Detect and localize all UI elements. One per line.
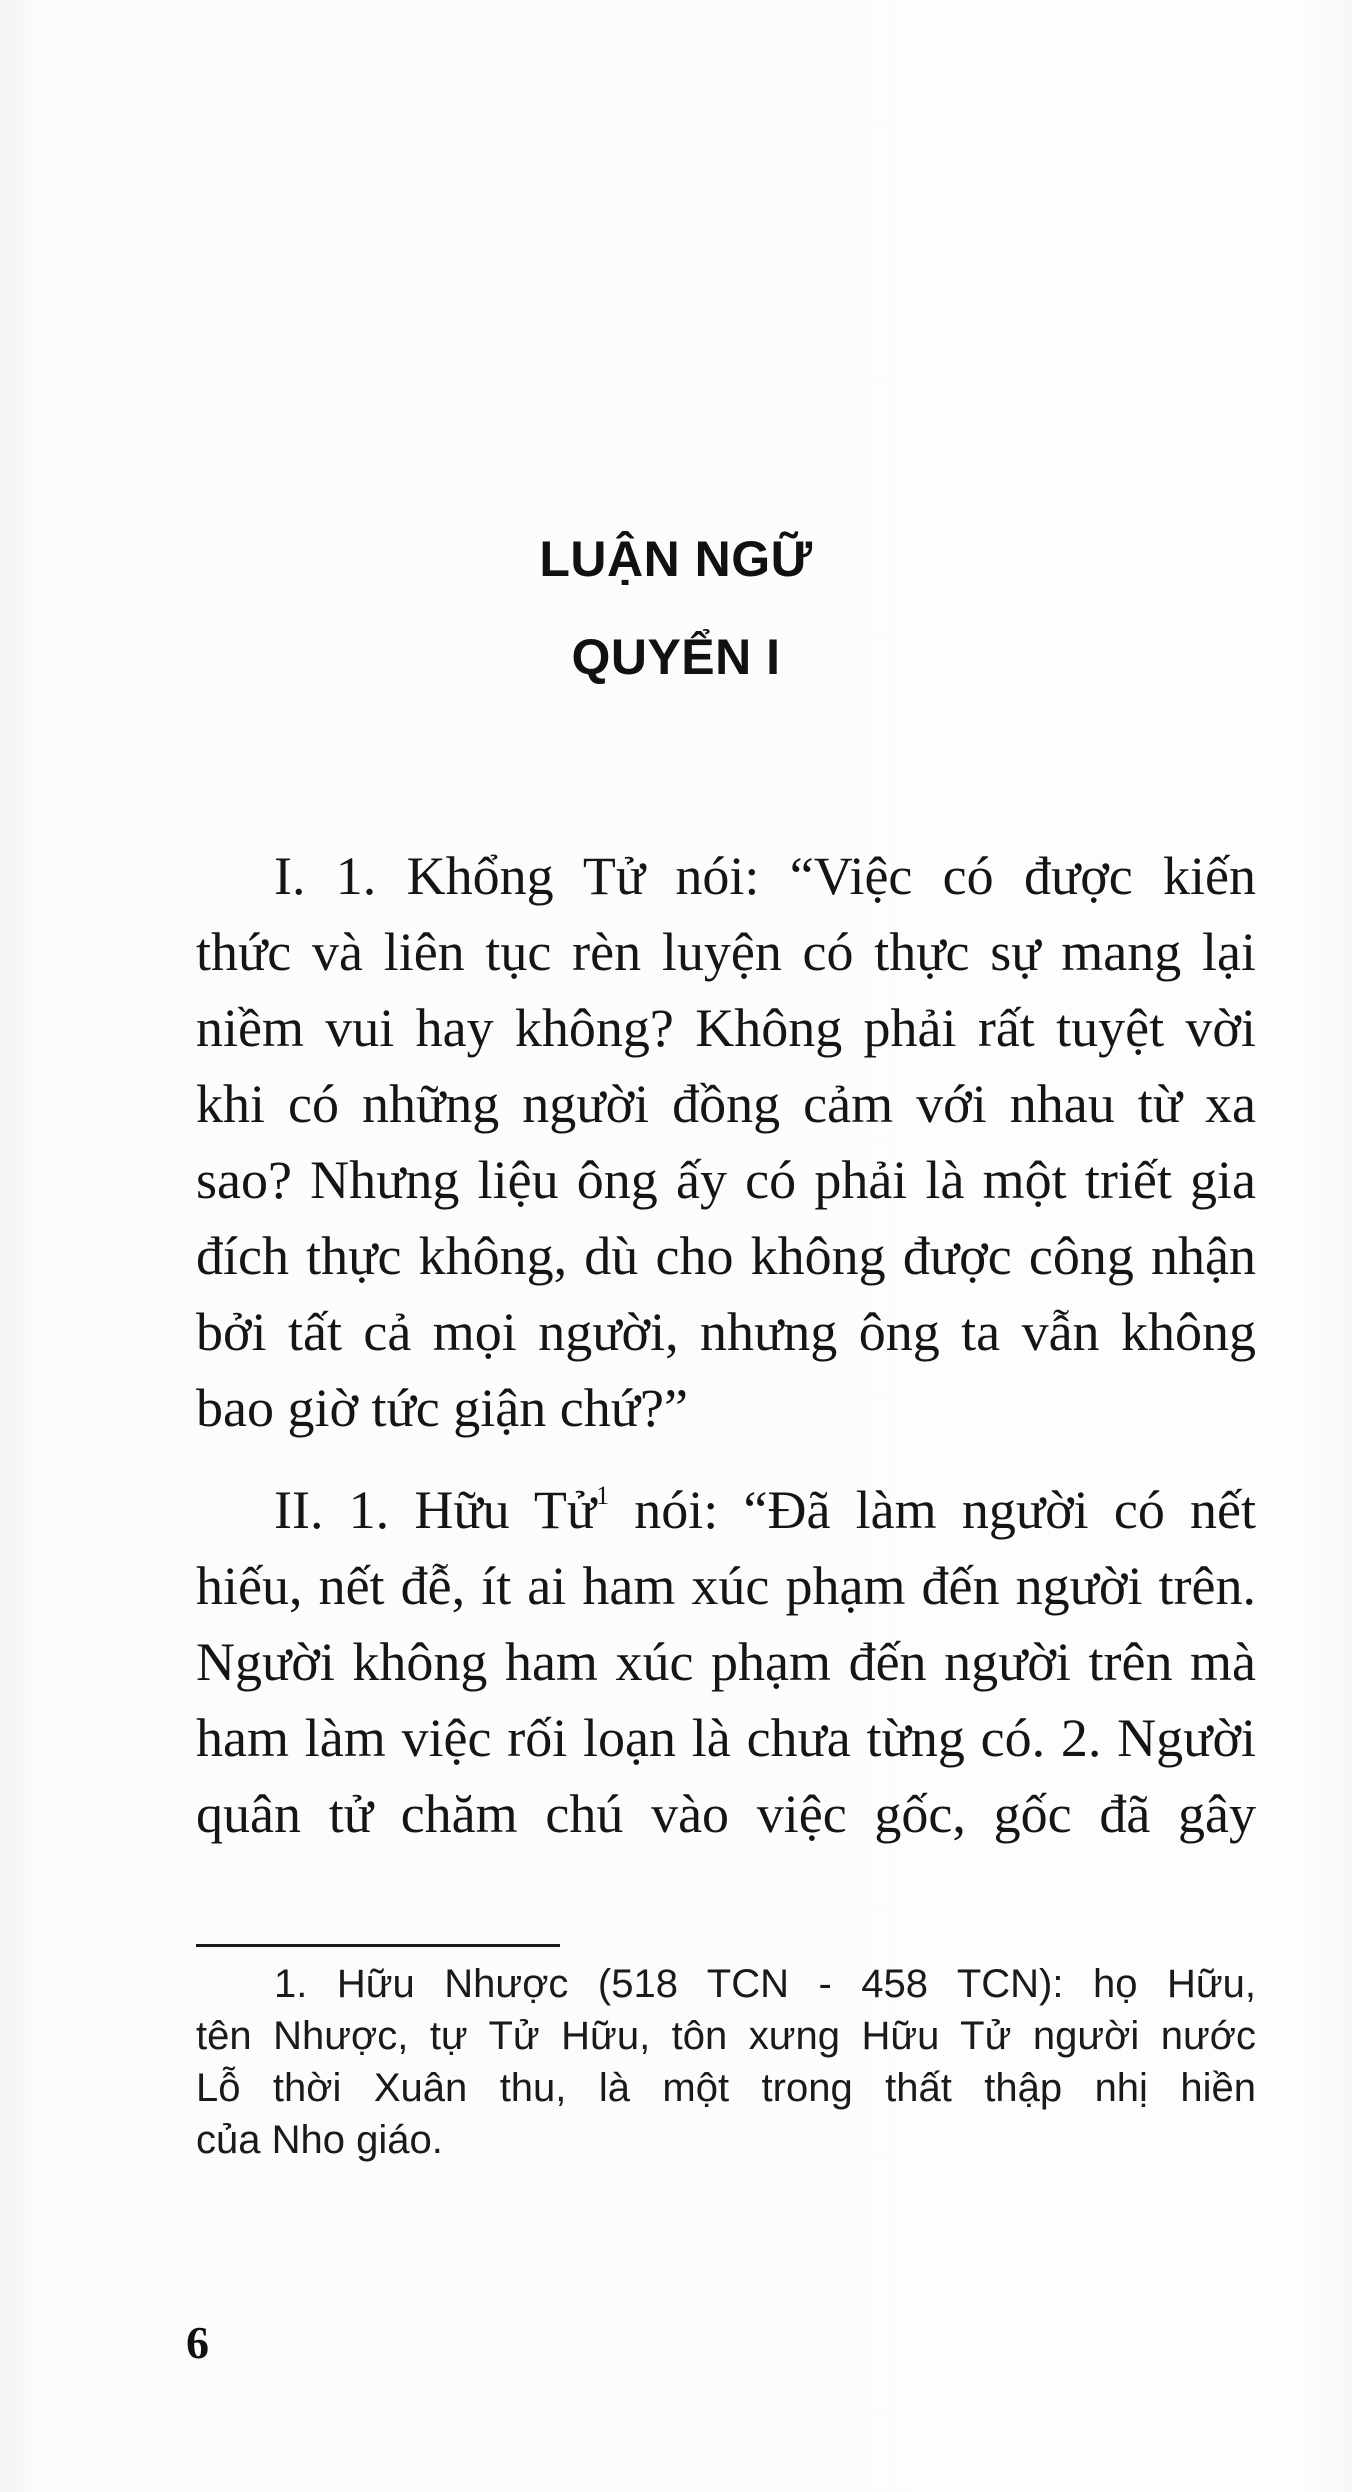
paragraph-line: bao giờ tức giận chứ?” bbox=[196, 1378, 688, 1438]
volume-title: QUYỂN I bbox=[571, 629, 781, 685]
book-title: LUẬN NGỮ bbox=[539, 531, 813, 587]
paragraph-line: quân tử chăm chú vào việc gốc, gốc đã gây bbox=[196, 1784, 1256, 1844]
paragraph-first-line bbox=[196, 1472, 1256, 1548]
paragraph-line: hiếu, nết đễ, ít ai ham xúc phạm đến người trên. bbox=[196, 1556, 1256, 1616]
footnote-line: 1. Hữu Nhược (518 TCN - 458 TCN): họ Hữu, bbox=[274, 1962, 1256, 2006]
paragraph-line: ham làm việc rối loạn là chưa từng có. 2. Người bbox=[196, 1708, 1256, 1768]
paragraph-1 bbox=[196, 838, 1256, 1446]
paragraph-line: thức và liên tục rèn luyện có thực sự mang lại bbox=[196, 922, 1256, 982]
line-text: II. 1. Hữu Tử bbox=[274, 1480, 597, 1540]
paragraph-line: đích thực không, dù cho không được công nhận bbox=[196, 1226, 1256, 1286]
footnote-line: tên Nhược, tự Tử Hữu, tôn xưng Hữu Tử người nước bbox=[196, 2014, 1256, 2058]
footnote-line: Lỗ thời Xuân thu, là một trong thất thập nhị hiền bbox=[196, 2066, 1256, 2110]
paragraph-line: khi có những người đồng cảm với nhau từ xa bbox=[196, 1074, 1256, 1134]
paragraph-line: niềm vui hay không? Không phải rất tuyệt vời bbox=[196, 998, 1256, 1058]
footnote-divider bbox=[196, 1944, 560, 1947]
page-number: 6 bbox=[186, 2317, 209, 2368]
paragraph-line: bởi tất cả mọi người, nhưng ông ta vẫn không bbox=[196, 1302, 1256, 1362]
line-text: nói: “Đã làm người có nết bbox=[609, 1480, 1256, 1540]
paragraph-line: Người không ham xúc phạm đến người trên mà bbox=[196, 1632, 1256, 1692]
footnote-reference[interactable]: 1 bbox=[596, 1481, 610, 1510]
paragraph-2 bbox=[196, 1472, 1256, 1852]
paragraph-line: I. 1. Khổng Tử nói: “Việc có được kiến bbox=[274, 846, 1256, 906]
footnote bbox=[196, 1958, 1256, 2166]
paragraph-line: sao? Nhưng liệu ông ấy có phải là một triết gia bbox=[196, 1150, 1256, 1210]
footnote-line: của Nho giáo. bbox=[196, 2118, 443, 2162]
